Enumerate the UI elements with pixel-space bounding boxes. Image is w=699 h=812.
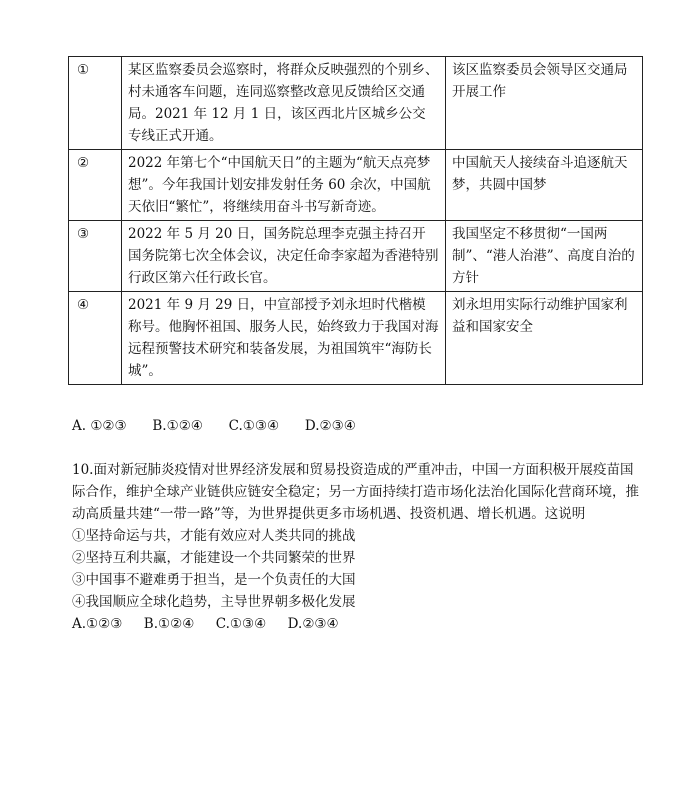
- row-material: 2022 年 5 月 20 日，国务院总理李克强主持召开国务院第七次全体会议，决定任命李家超为香港特别行政区第六任行政长官。: [122, 221, 446, 292]
- row-conclusion: 该区监察委员会领导区交通局开展工作: [446, 57, 643, 150]
- question-10-item: ④我国顺应全球化趋势，主导世界朝多极化发展: [72, 594, 356, 610]
- row-material: 2022 年第七个“中国航天日”的主题为“航天点亮梦想”。今年我国计划安排发射任务 60 余次，中国航天依旧“繁忙”，将继续用奋斗书写新奇迹。: [122, 150, 446, 221]
- question-10-item: ②坚持互利共赢，才能建设一个共同繁荣的世界: [72, 550, 356, 566]
- table-row: [69, 292, 643, 385]
- row-conclusion: 刘永坦用实际行动维护国家利益和国家安全: [446, 292, 643, 385]
- question-10: [72, 459, 642, 635]
- table-row: [69, 57, 643, 150]
- question-10-item: ①坚持命运与共，才能有效应对人类共同的挑战: [72, 528, 356, 544]
- row-material: 2021 年 9 月 29 日，中宣部授予刘永坦时代楷模称号。他胸怀祖国、服务人民，始终致力于我国对海远程预警技术研究和装备发展，为祖国筑牢“海防长城”。: [122, 292, 446, 385]
- row-number: ②: [69, 150, 122, 221]
- row-material: 某区监察委员会巡察时，将群众反映强烈的个别乡、村未通客车问题，连同巡察整改意见反馈给区交通局。2021 年 12 月 1 日，该区西北片区城乡公交专线正式开通。: [122, 57, 446, 150]
- row-conclusion: 中国航天人接续奋斗追逐航天梦，共圆中国梦: [446, 150, 643, 221]
- row-number: ①: [69, 57, 122, 150]
- material-table: [68, 56, 643, 385]
- row-number: ④: [69, 292, 122, 385]
- table-row: [69, 221, 643, 292]
- row-conclusion: 我国坚定不移贯彻“一国两制”、“港人治港”、高度自治的方针: [446, 221, 643, 292]
- question-9-options: A. ①②③ B.①②④ C.①③④ D.②③④: [72, 418, 356, 434]
- question-10-stem: 10.面对新冠肺炎疫情对世界经济发展和贸易投资造成的严重冲击，中国一方面积极开展疫苗国际合作，维护全球产业链供应链安全稳定；另一方面持续打造市场化法治化国际化营商环境，推动高质量共建“一带一路”等，为世界提供更多市场机遇、投资机遇、增长机遇。这说明: [72, 462, 639, 522]
- row-number: ③: [69, 221, 122, 292]
- table-row: [69, 150, 643, 221]
- question-10-options: A.①②③ B.①②④ C.①③④ D.②③④: [72, 616, 339, 632]
- question-10-item: ③中国事不避难勇于担当，是一个负责任的大国: [72, 572, 356, 588]
